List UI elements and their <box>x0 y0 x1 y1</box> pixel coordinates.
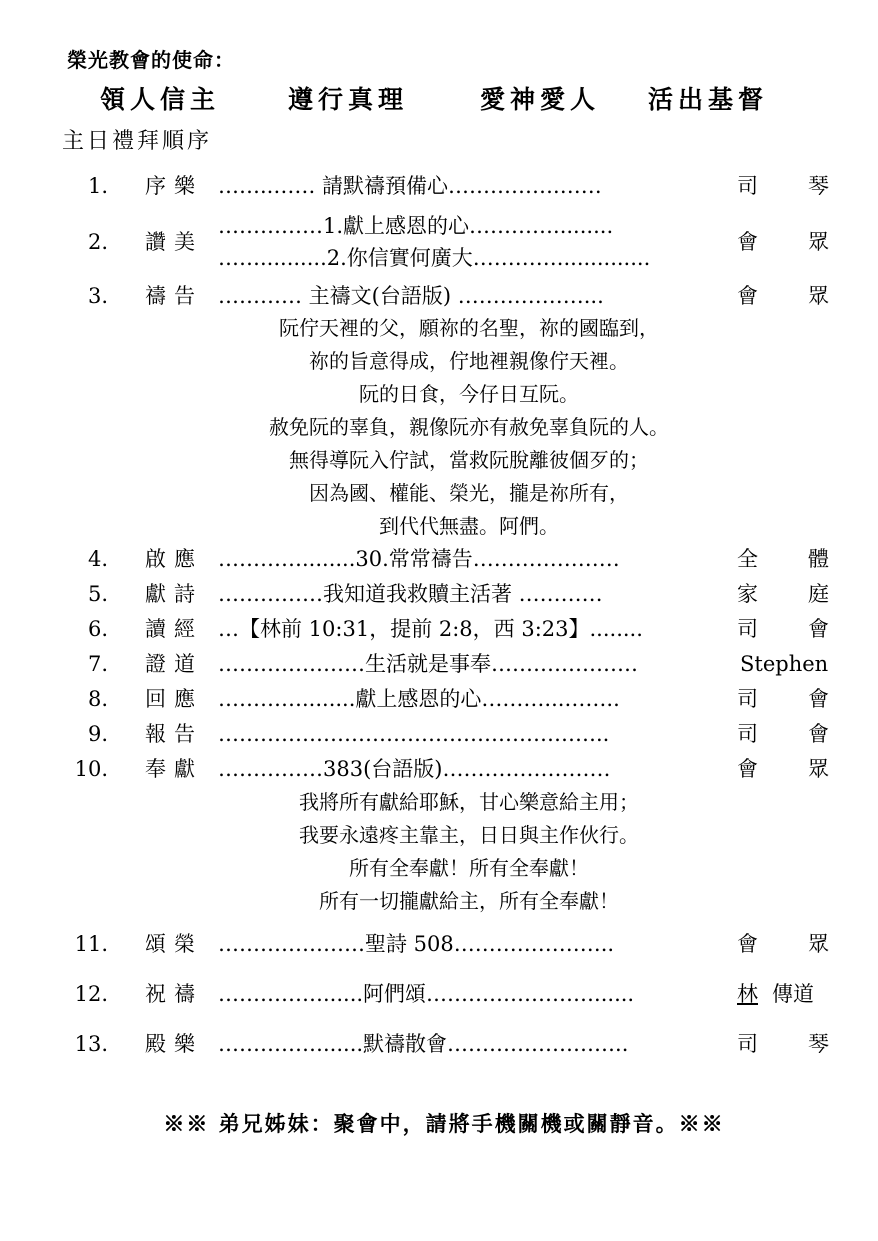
leader-char: 會 <box>737 757 758 781</box>
item-name: 禱告 <box>145 284 203 308</box>
item-number: 11. <box>74 932 108 956</box>
lyric-line: 我要永遠疼主靠主，日日與主作伙行。 <box>299 823 639 847</box>
item-leader <box>740 648 832 680</box>
item-leader <box>737 683 829 715</box>
mission-phrase: 遵行真理 <box>288 85 409 114</box>
lyric-line: 因為國、權能、榮光，攏是祢所有， <box>309 481 629 505</box>
item-name: 報告 <box>145 722 203 746</box>
item-content: …………………生活就是事奉………………… <box>218 652 638 676</box>
lyric-line: 阮佇天裡的父，願祢的名聖，祢的國臨到， <box>279 316 659 340</box>
service-item <box>0 210 878 274</box>
lyric-line: 無得導阮入佇試，當救阮脫離彼個歹的； <box>289 448 649 472</box>
item-name: 序樂 <box>145 174 203 198</box>
service-item <box>0 683 878 715</box>
service-item <box>0 648 878 680</box>
leader-char: 會 <box>808 687 829 711</box>
item-leader <box>737 718 829 750</box>
item-name: 證道 <box>145 652 203 676</box>
leader-char: 體 <box>808 547 829 571</box>
mission-statement <box>100 80 800 112</box>
item-number: 1. <box>87 174 108 198</box>
leader-char: 傳道 <box>772 982 814 1006</box>
item-leader <box>737 1028 829 1060</box>
item-number: 7. <box>87 652 108 676</box>
leader-char: 琴 <box>808 174 829 198</box>
mission-phrase: 領人信主 <box>100 85 221 114</box>
leader-char: 會 <box>737 230 758 254</box>
item-name: 讀經 <box>145 617 203 641</box>
item-number: 3. <box>87 284 108 308</box>
item-name: 讚美 <box>145 230 203 254</box>
leader-name: Stephen <box>740 652 829 676</box>
item-number: 13. <box>74 1032 108 1056</box>
leader-char: 司 <box>737 1032 758 1056</box>
leader-char: 司 <box>737 174 758 198</box>
item-leader <box>737 928 829 960</box>
item-content: ……..…… 請默禱預備心…………….…… <box>218 174 602 198</box>
item-leader <box>737 543 829 575</box>
item-leader <box>737 978 829 1010</box>
item-name: 啟應 <box>145 547 203 571</box>
lyric-line: 阮的日食，今仔日互阮。 <box>359 382 579 406</box>
mission-phrase: 活出基督 <box>648 85 769 114</box>
leader-char: 會 <box>808 722 829 746</box>
item-content: ………… 主禱文(台語版) ………………... <box>218 284 604 308</box>
offering-hymn <box>0 786 878 918</box>
service-item <box>0 613 878 645</box>
item-name: 頌榮 <box>145 932 203 956</box>
item-number: 5. <box>87 582 108 606</box>
item-number: 6. <box>87 617 108 641</box>
lyric-line: 所有一切攏獻給主，所有全奉獻！ <box>319 889 619 913</box>
item-content: …【林前 10:31，提前 2:8，西 3:23】........ <box>218 617 643 641</box>
leader-char: 眾 <box>808 932 829 956</box>
mission-title: 榮光教會的使命： <box>67 48 235 72</box>
phone-notice: ※※ 弟兄姊妹：聚會中，請將手機關機或關靜音。※※ <box>163 1111 725 1136</box>
lyric-line: 赦免阮的辜負，親像阮亦有赦免辜負阮的人。 <box>269 415 669 439</box>
leader-char: 全 <box>737 547 758 571</box>
service-item <box>0 928 878 960</box>
lyric-line: 祢的旨意得成，佇地裡親像佇天裡。 <box>309 349 629 373</box>
leader-char: 司 <box>737 722 758 746</box>
item-content: …………........30.常常禱告………………… <box>218 547 620 571</box>
service-item <box>0 753 878 785</box>
order-title: 主日禮拜順序 <box>62 129 213 154</box>
item-number: 2. <box>87 230 108 254</box>
item-leader <box>737 280 829 312</box>
item-name: 獻詩 <box>145 582 203 606</box>
item-name: 殿樂 <box>145 1032 203 1056</box>
item-content: …………………聖詩 508………………….. <box>218 932 615 956</box>
leader-char: 會 <box>737 284 758 308</box>
item-leader <box>737 753 829 785</box>
service-item <box>0 1028 878 1060</box>
leader-char: 司 <box>737 617 758 641</box>
service-item <box>0 170 878 202</box>
leader-char: 會 <box>808 617 829 641</box>
lyric-line: 到代代無盡。阿們。 <box>379 514 559 538</box>
item-name: 奉獻 <box>145 757 203 781</box>
item-content: ……………我知道我救贖主活著 ………… <box>218 582 603 606</box>
leader-char: 眾 <box>808 230 829 254</box>
service-item <box>0 978 878 1010</box>
item-name: 祝禱 <box>145 982 203 1006</box>
item-name: 回應 <box>145 687 203 711</box>
item-content: ……………383(台語版)…………………… <box>218 757 611 781</box>
leader-char: 司 <box>737 687 758 711</box>
item-content: ……………......默禱散會…………………….. <box>218 1032 629 1056</box>
item-content: ……………......阿們頌……………………...... <box>218 982 635 1006</box>
leader-char: 庭 <box>808 582 829 606</box>
item-number: 10. <box>74 757 108 781</box>
leader-char: 眾 <box>808 284 829 308</box>
service-item <box>0 543 878 575</box>
item-content-line: ……..........2.你信實何廣大………….............. <box>218 246 651 270</box>
item-leader <box>737 578 829 610</box>
leader-char: 眾 <box>808 757 829 781</box>
service-item <box>0 718 878 750</box>
item-leader <box>737 613 829 645</box>
leader-char: 琴 <box>808 1032 829 1056</box>
lyric-line: 所有全奉獻！所有全奉獻！ <box>349 856 589 880</box>
item-content: ……………………………………………….. <box>218 722 610 746</box>
item-leader <box>737 226 829 258</box>
item-content <box>218 210 720 274</box>
mission-phrase: 愛神愛人 <box>480 85 601 114</box>
item-content-line: ……………1.獻上感恩的心…………......... <box>218 214 614 238</box>
lords-prayer <box>0 312 878 543</box>
item-content: …………........獻上感恩的心………...…….. <box>218 687 620 711</box>
item-number: 12. <box>74 982 108 1006</box>
item-leader <box>737 170 829 202</box>
service-item <box>0 280 878 312</box>
item-number: 4. <box>87 547 108 571</box>
service-item <box>0 578 878 610</box>
leader-char: 林 <box>737 982 758 1006</box>
item-number: 8. <box>87 687 108 711</box>
item-number: 9. <box>87 722 108 746</box>
lyric-line: 我將所有獻給耶穌，甘心樂意給主用； <box>299 790 639 814</box>
leader-char: 會 <box>737 932 758 956</box>
leader-char: 家 <box>737 582 758 606</box>
